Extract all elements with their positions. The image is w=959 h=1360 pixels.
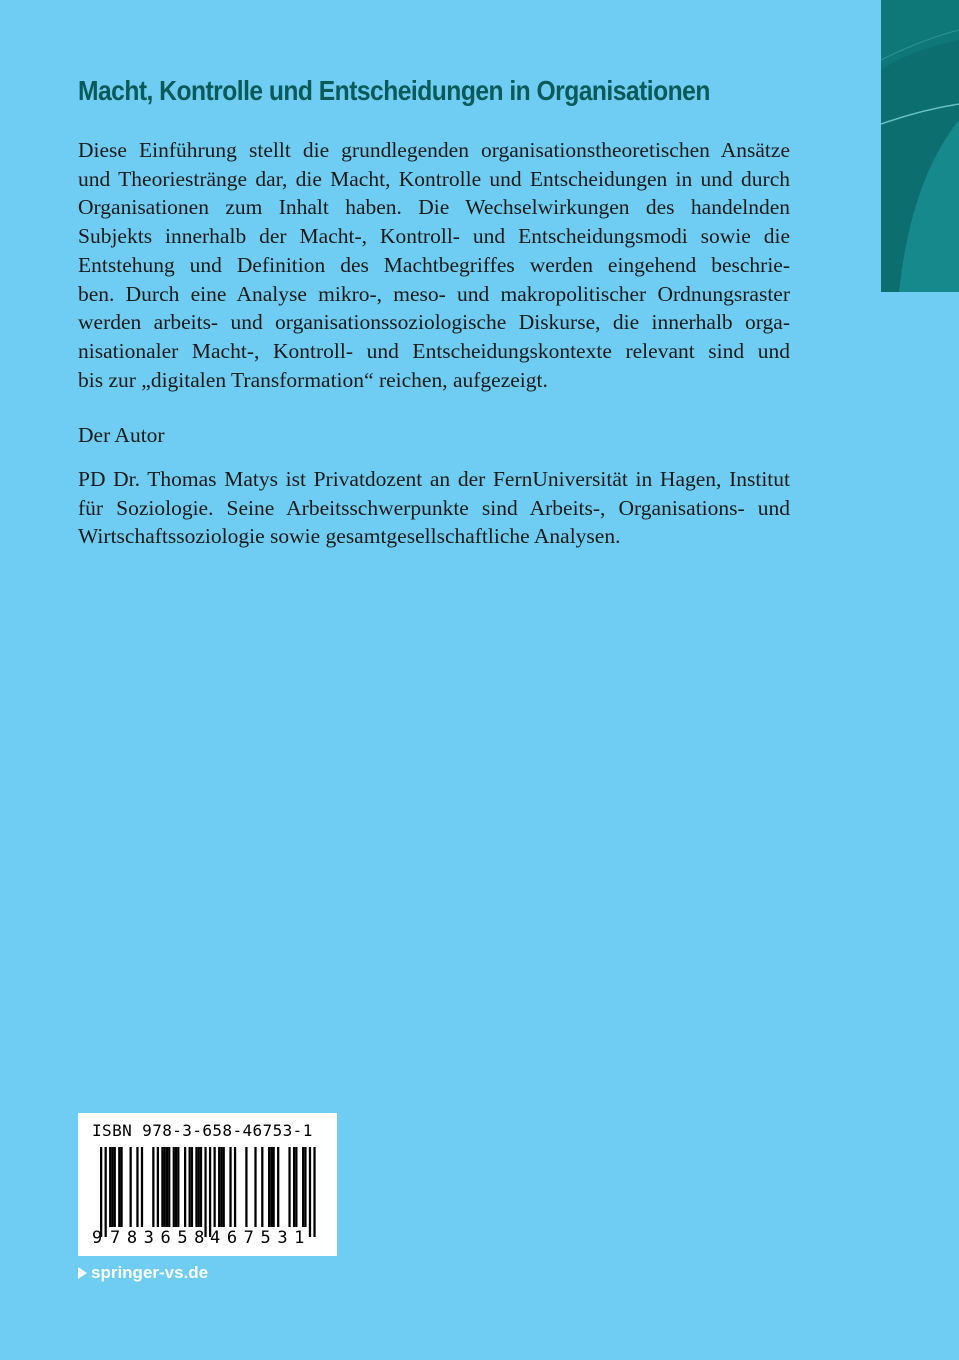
barcode-bar <box>200 1147 202 1227</box>
description-line: Entstehung und Definition des Machtbegriffes werden eingehend beschrie- <box>78 252 790 277</box>
publisher-url: springer-vs.de <box>91 1263 209 1282</box>
barcode-bar <box>277 1147 279 1227</box>
description-line: werden arbeits- und organisationssoziologische Diskurse, die innerhalb orga- <box>78 310 790 335</box>
description-line: und Theoriestränge dar, die Macht, Kontrolle und Entscheidungen in und durch <box>78 166 790 191</box>
description-line: Subjekts innerhalb der Macht-, Kontroll- und Entscheidungsmodi sowie die <box>78 224 790 249</box>
book-title: Macht, Kontrolle und Entscheidungen in Organisationen <box>78 75 710 106</box>
barcode-guard-bar <box>209 1147 211 1237</box>
barcode-bar <box>173 1147 175 1227</box>
author-bio-line: PD Dr. Thomas Matys ist Privatdozent an der FernUniversität in Hagen, Institut <box>78 467 790 491</box>
barcode-bar <box>141 1147 143 1227</box>
barcode-bar <box>268 1147 270 1227</box>
barcode-bar <box>168 1147 170 1227</box>
barcode-bar <box>118 1147 120 1227</box>
barcode-bar <box>304 1147 306 1227</box>
barcode-guard-bar <box>105 1147 107 1237</box>
barcode-bar <box>175 1147 177 1227</box>
description-line: nisationaler Macht-, Kontroll- und Entscheidungskontexte relevant sind und <box>78 338 790 363</box>
barcode-bar <box>295 1147 297 1227</box>
barcode-bar <box>273 1147 275 1227</box>
publisher-link[interactable] <box>78 1262 208 1284</box>
barcode-bar <box>136 1147 138 1227</box>
barcode-bar <box>288 1147 290 1227</box>
barcode-bar <box>214 1147 216 1227</box>
barcode-left-digits: 783658 <box>110 1228 212 1248</box>
isbn-label: ISBN 978-3-658-46753-1 <box>92 1121 313 1140</box>
barcode-guard-bar <box>204 1147 206 1237</box>
description-line: Diese Einführung stellt die grundlegenden organisationstheoretischen Ansätze <box>78 138 790 162</box>
barcode-bar <box>152 1147 154 1227</box>
author-bio-line: Wirtschaftssoziologie sowie gesamtgesellschaftliche Analysen. <box>78 524 621 549</box>
description-line: bis zur „digitalen Transformation“ reichen, aufgezeigt. <box>78 367 548 392</box>
barcode-bar <box>198 1147 200 1227</box>
description-line: ben. Durch eine Analyse mikro-, meso- und makropolitischer Ordnungsraster <box>78 281 790 306</box>
barcode-bar <box>130 1147 132 1227</box>
barcode-bar <box>191 1147 193 1227</box>
barcode-bars <box>100 1147 320 1237</box>
barcode-bar <box>229 1147 231 1227</box>
barcode-bar <box>189 1147 191 1227</box>
author-bio <box>78 465 790 551</box>
barcode-bar <box>161 1147 163 1227</box>
barcode-bar <box>195 1147 197 1227</box>
barcode-bar <box>157 1147 159 1227</box>
barcode-bar <box>220 1147 222 1227</box>
barcode-bar <box>218 1147 220 1227</box>
arrow-right-icon <box>78 1267 87 1279</box>
barcode-bar <box>164 1147 166 1227</box>
barcode-bar <box>245 1147 247 1227</box>
barcode-bar <box>114 1147 116 1227</box>
barcode-bar <box>223 1147 225 1227</box>
barcode-bar <box>254 1147 256 1227</box>
barcode-bar <box>109 1147 111 1227</box>
barcode-bar <box>261 1147 263 1227</box>
barcode-bar <box>293 1147 295 1227</box>
barcode-bar <box>270 1147 272 1227</box>
barcode-bar <box>166 1147 168 1227</box>
description-line: Organisationen zum Inhalt haben. Die Wechselwirkungen des handelnden <box>78 195 790 220</box>
barcode-bar <box>120 1147 122 1227</box>
barcode-bar <box>111 1147 113 1227</box>
barcode-guard-bar <box>313 1147 315 1237</box>
author-heading: Der Autor <box>78 423 165 447</box>
barcode-bar <box>177 1147 179 1227</box>
barcode-bar <box>302 1147 304 1227</box>
barcode-guard-bar <box>309 1147 311 1237</box>
barcode-bar <box>184 1147 186 1227</box>
barcode-bar <box>234 1147 236 1227</box>
barcode-guard-bar <box>100 1147 102 1237</box>
isbn-barcode <box>78 1113 337 1256</box>
barcode-first-digit: 9 <box>92 1228 103 1248</box>
book-description <box>78 136 790 394</box>
corner-graphic <box>881 0 959 292</box>
author-bio-line: für Soziologie. Seine Arbeitsschwerpunkte sind Arbeits-, Organisations- und <box>78 495 790 520</box>
barcode-right-digits: 467531 <box>210 1228 312 1248</box>
